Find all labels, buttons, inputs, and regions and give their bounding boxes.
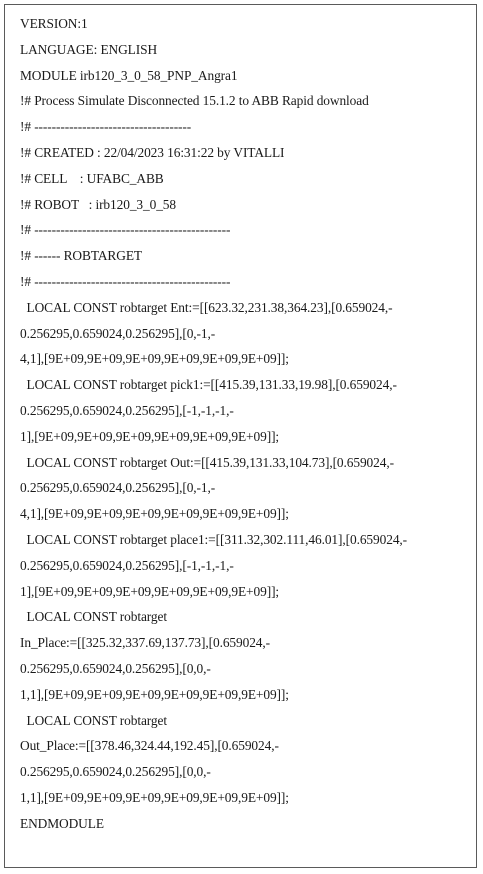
code-line: 0.256295,0.659024,0.256295],[-1,-1,-1,- [20, 402, 234, 418]
code-line: LANGUAGE: ENGLISH [20, 41, 158, 57]
code-line: In_Place:=[[325.32,337.69,137.73],[0.659024,- [20, 635, 270, 651]
code-line: LOCAL CONST robtarget Ent:=[[623.32,231.38,364.23],[0.659024,- [20, 299, 393, 315]
code-line: !# Process Simulate Disconnected 15.1.2 to ABB Rapid download [20, 93, 369, 109]
code-line: 4,1],[9E+09,9E+09,9E+09,9E+09,9E+09,9E+09]]; [20, 351, 289, 367]
code-line: 0.256295,0.659024,0.256295],[0,0,- [20, 764, 211, 780]
code-line: 0.256295,0.659024,0.256295],[0,-1,- [20, 325, 216, 341]
code-line: !# ROBOT : irb120_3_0_58 [20, 196, 176, 212]
code-line: LOCAL CONST robtarget [20, 609, 167, 625]
code-line: ENDMODULE [20, 815, 104, 831]
code-line: Out_Place:=[[378.46,324.44,192.45],[0.659024,- [20, 738, 279, 754]
code-line: 1,1],[9E+09,9E+09,9E+09,9E+09,9E+09,9E+09]]; [20, 686, 289, 702]
code-line: 1],[9E+09,9E+09,9E+09,9E+09,9E+09,9E+09]]; [20, 428, 280, 444]
rapid-code-block [20, 11, 468, 837]
code-line: 0.256295,0.659024,0.256295],[0,0,- [20, 660, 211, 676]
code-line: !# CELL : UFABC_ABB [20, 170, 164, 186]
code-line: 0.256295,0.659024,0.256295],[0,-1,- [20, 480, 216, 496]
code-line: !# --------------------------------------------- [20, 222, 231, 238]
code-line: LOCAL CONST robtarget pick1:=[[415.39,131.33,19.98],[0.659024,- [20, 377, 397, 393]
code-line: LOCAL CONST robtarget place1:=[[311.32,302.111,46.01],[0.659024,- [20, 531, 408, 547]
code-line: LOCAL CONST robtarget [20, 712, 167, 728]
code-line: !# ------------------------------------ [20, 119, 192, 135]
code-line: 0.256295,0.659024,0.256295],[-1,-1,-1,- [20, 557, 234, 573]
code-line: VERSION:1 [20, 16, 88, 31]
code-line: LOCAL CONST robtarget Out:=[[415.39,131.33,104.73],[0.659024,- [20, 454, 394, 470]
code-line: 4,1],[9E+09,9E+09,9E+09,9E+09,9E+09,9E+09]]; [20, 506, 289, 522]
code-line: MODULE irb120_3_0_58_PNP_Angra1 [20, 67, 238, 83]
code-line: 1],[9E+09,9E+09,9E+09,9E+09,9E+09,9E+09]]; [20, 583, 280, 599]
code-line: !# CREATED : 22/04/2023 16:31:22 by VITALLI [20, 144, 285, 160]
code-listing-frame [4, 4, 477, 868]
code-line: !# ------ ROBTARGET [20, 248, 142, 264]
code-line: !# --------------------------------------------- [20, 273, 231, 289]
code-line: 1,1],[9E+09,9E+09,9E+09,9E+09,9E+09,9E+09]]; [20, 789, 289, 805]
